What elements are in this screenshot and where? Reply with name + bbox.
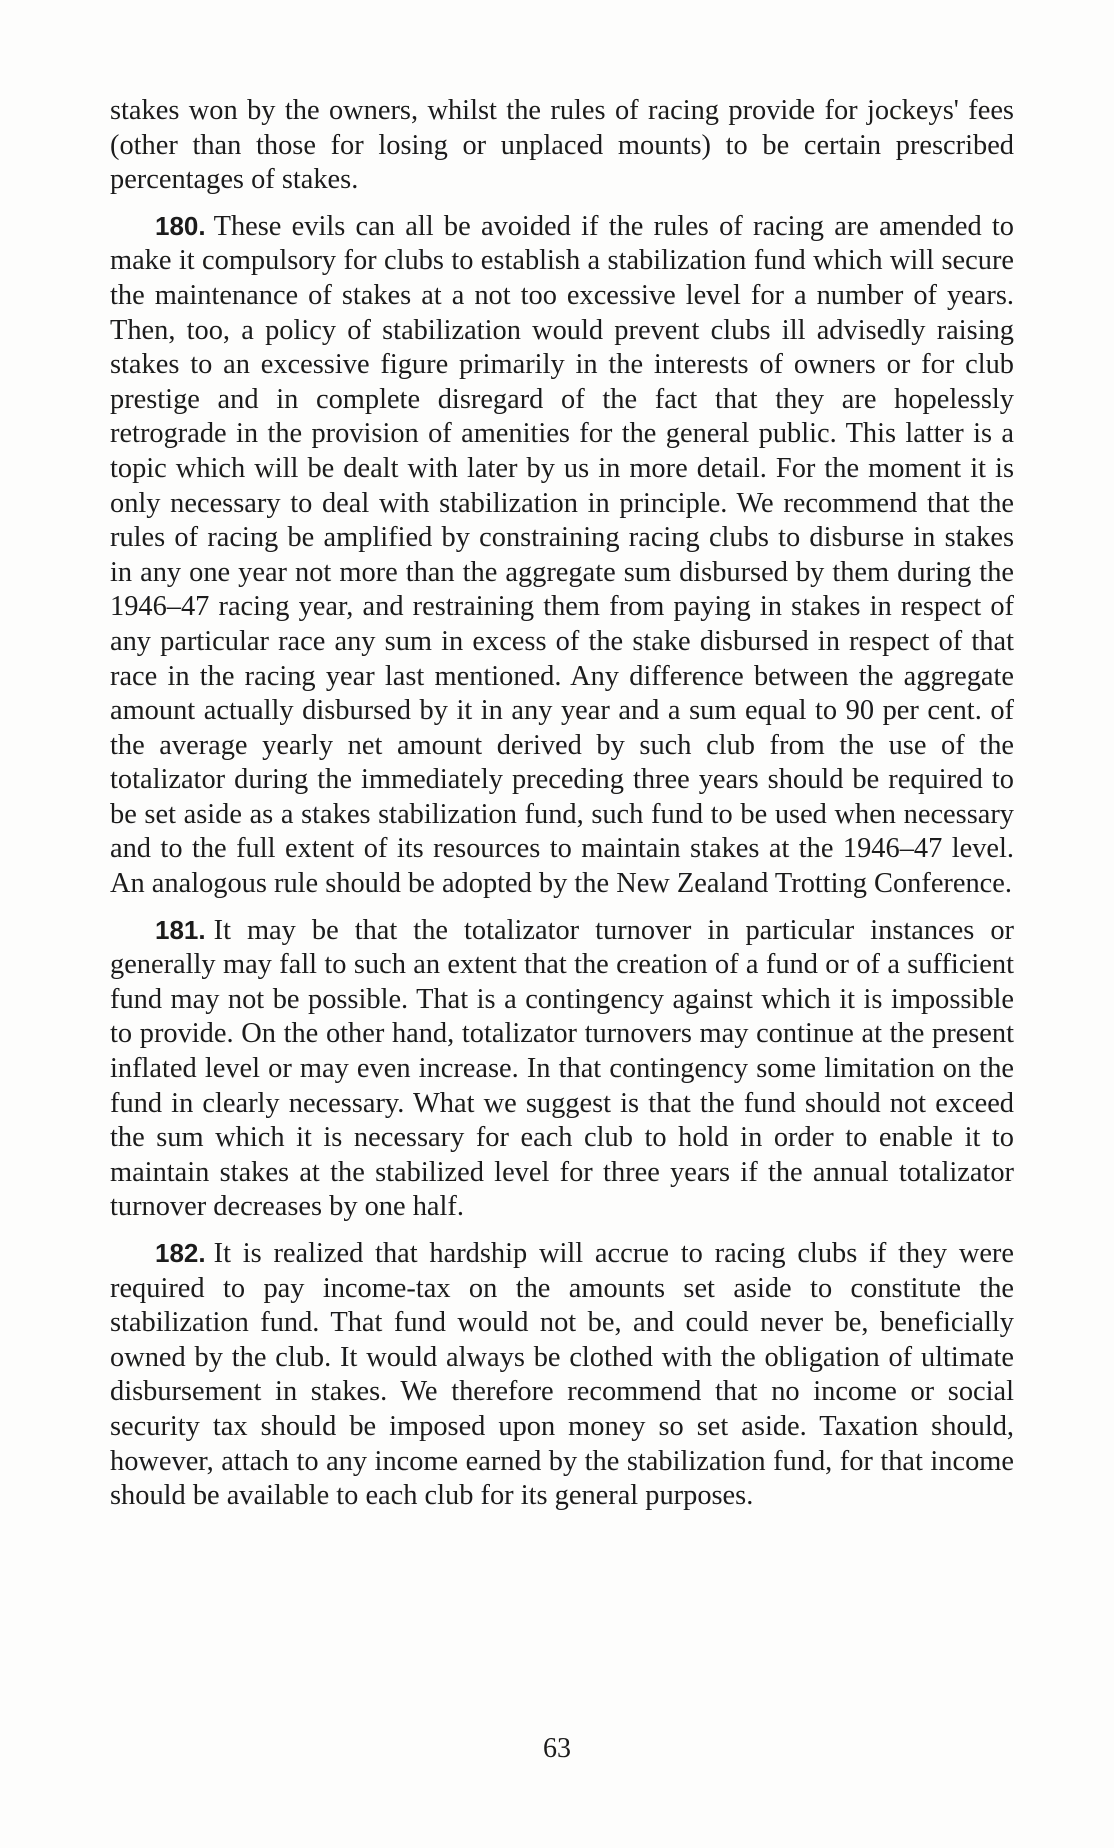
paragraph-text: It may be that the totalizator turnover in particular instances or generally may fall to such an extent that the creation of a fund or of a sufficient fund may not be possible. That is a contingency against which it is impossible to provide. On the other hand, totalizator turnovers may continue at the present inflated level or may even increase. In that contingency some limitation on the fund in clearly necessary. What we suggest is that the fund should not exceed the sum which it is necessary for each club to hold in order to enable it to maintain stakes at the stabilized level for three years if the annual totalizator turnover decreases by one half. bbox=[110, 914, 1014, 1223]
paragraph-number: 182. bbox=[155, 1238, 206, 1268]
paragraph-number: 181. bbox=[155, 914, 206, 945]
paragraph-number: 180. bbox=[155, 210, 206, 241]
paragraph-180 bbox=[110, 209, 1014, 902]
paragraph-continuation bbox=[110, 94, 1014, 198]
paragraph-text: It is realized that hardship will accrue to racing clubs if they were required to pay income-tax on the amounts set aside to constitute the stabilization fund. That fund would not be, and could never be, beneficially owned by the club. It would always be clothed with the obligation of ultimate disbursement in stakes. We therefore recommend that no income or social security tax should be imposed upon money so set aside. Taxation should, however, attach to any income earned by the stabilization fund, for that income should be available to each club for its general purposes. bbox=[110, 1238, 1014, 1512]
paragraph-text: stakes won by the owners, whilst the rules of racing provide for jockeys' fees (other than those for losing or unplaced mounts) to be certain prescribed percentages of stakes. bbox=[110, 95, 1014, 196]
document-page bbox=[110, 94, 1014, 1514]
page-number: 63 bbox=[543, 1733, 571, 1764]
paragraph-text: These evils can all be avoided if the rules of racing are amended to make it compulsory for clubs to establish a stabilization fund which will secure the maintenance of stakes at a not too excessive level for a number of years. Then, too, a policy of stabilization would prevent clubs ill advisedly raising stakes to an excessive figure primarily in the interests of owners or for club prestige and in complete disregard of the fact that they are hopelessly retrograde in the provision of amenities for the general public. This latter is a topic which will be dealt with later by us in more detail. For the moment it is only necessary to deal with stabilization in principle. We recommend that the rules of racing be amplified by constraining racing clubs to disburse in stakes in any one year not more than the aggregate sum disbursed by them during the 1946–47 racing year, and restraining them from paying in stakes in respect of any particular race any sum in excess of the stake disbursed in respect of that race in the racing year last mentioned. Any difference between the aggregate amount actually disbursed by it in any year and a sum equal to 90 per cent. of the average yearly net amount derived by such club from the use of the totalizator during the immediately preceding three years should be required to be set aside as a stakes stabilization fund, such fund to be used when necessary and to the full extent of its resources to maintain stakes at the 1946–47 level. An analogous rule should be adopted by the New Zealand Trotting Conference. bbox=[110, 210, 1014, 900]
paragraph-182 bbox=[110, 1236, 1014, 1514]
paragraph-181 bbox=[110, 913, 1014, 1225]
